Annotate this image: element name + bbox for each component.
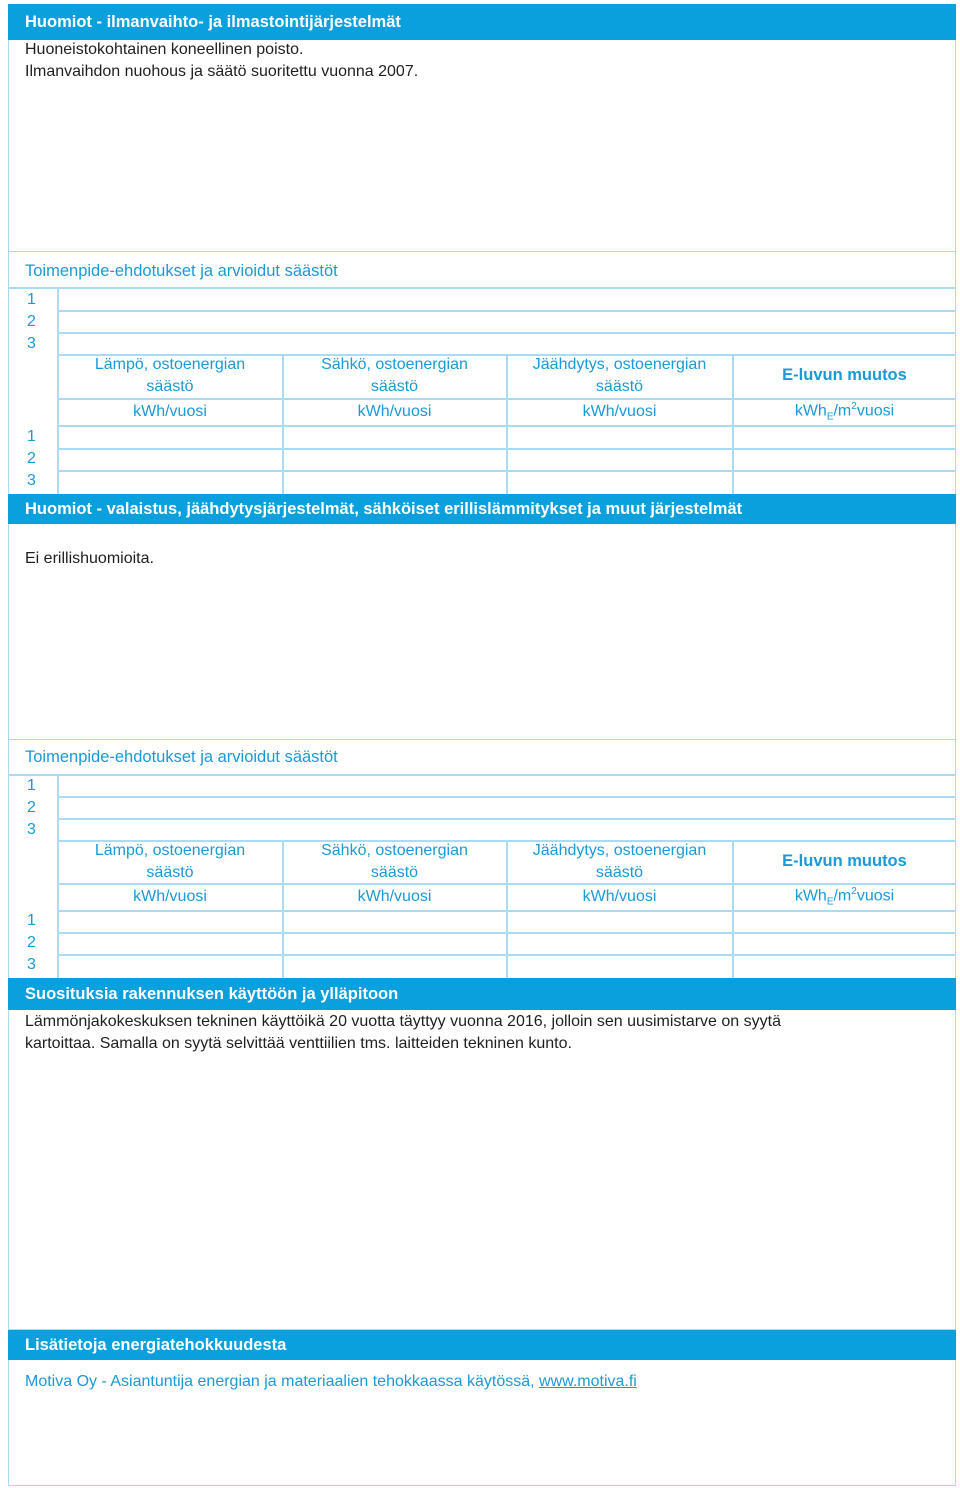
heat-savings-line-1: Lämpö, ostoenergian <box>94 842 246 859</box>
electricity-savings-line-1: Sähkö, ostoenergian <box>321 842 468 859</box>
cooling-savings-line-1: Jäähdytys, ostoenergian <box>532 356 707 373</box>
cooling-savings-header <box>507 840 732 884</box>
recommendations-line-2: kartoittaa. Samalla on syytä selvittää venttiilien tms. laitteiden tekninen kunto. <box>25 1035 572 1052</box>
unit-sub-e: E <box>826 411 834 423</box>
proposals1-divider <box>58 310 956 312</box>
cooling-savings-header <box>507 354 732 398</box>
cooling-savings-unit: kWh/vuosi <box>582 403 657 420</box>
row-number: 1 <box>27 912 36 929</box>
e-value-change-unit <box>733 401 956 423</box>
heat-savings-unit: kWh/vuosi <box>133 888 207 905</box>
unit-year: vuosi <box>856 887 895 905</box>
row-number: 1 <box>27 428 36 445</box>
electricity-savings-unit: kWh/vuosi <box>357 888 432 905</box>
proposals-title-1: Toimenpide-ehdotukset ja arvioidut säästöt <box>25 262 338 280</box>
unit-per-m: /m <box>833 887 852 905</box>
heat-savings-header <box>58 354 282 398</box>
row-number: 3 <box>27 956 36 973</box>
recommendations-line-1: Lämmönjakokeskuksen tekninen käyttöikä 20 vuotta täyttyy vuonna 2016, jolloin sen uusimistarve on syytä <box>25 1013 781 1030</box>
e-value-change-unit <box>733 886 956 908</box>
energy-info-description: Motiva Oy - Asiantuntija energian ja materiaalien tehokkaassa käytössä, <box>25 1373 540 1390</box>
heat-savings-line-1: Lämpö, ostoenergian <box>94 356 246 373</box>
heat-savings-unit: kWh/vuosi <box>133 403 207 420</box>
proposals-title-2: Toimenpide-ehdotukset ja arvioidut säästöt <box>25 748 338 766</box>
cooling-savings-line-2: säästö <box>595 864 644 881</box>
ventilation-notes-header: Huomiot - ilmanvaihto- ja ilmastointijärjestelmät <box>8 4 956 40</box>
lighting-notes-line-1: Ei erillishuomioita. <box>25 550 154 567</box>
proposals1-divider <box>58 332 956 334</box>
proposal-number: 1 <box>27 291 36 308</box>
ventilation-notes-line-1: Huoneistokohtainen koneellinen poisto. <box>25 41 304 58</box>
unit-sup-2: 2 <box>851 886 857 897</box>
proposal-number: 3 <box>27 821 36 838</box>
electricity-savings-unit: kWh/vuosi <box>357 403 432 420</box>
energy-info-text <box>25 1371 637 1393</box>
ventilation-notes-line-2: Ilmanvaihdon nuohous ja säätö suoritettu vuonna 2007. <box>25 63 419 80</box>
electricity-savings-line-2: säästö <box>370 864 419 881</box>
proposals2-divider <box>58 818 956 820</box>
unit-year: vuosi <box>856 402 895 420</box>
unit-sup-2: 2 <box>851 401 857 412</box>
proposals1-divider <box>8 287 956 289</box>
proposal-number: 3 <box>27 335 36 352</box>
proposals2-divider <box>58 796 956 798</box>
cooling-savings-line-1: Jäähdytys, ostoenergian <box>532 842 707 859</box>
recommendations-header: Suosituksia rakennuksen käyttöön ja ylläpitoon <box>8 978 956 1010</box>
unit-per-m: /m <box>833 402 852 420</box>
row-number: 3 <box>27 472 36 489</box>
lighting-notes-header: Huomiot - valaistus, jäähdytysjärjestelmät, sähköiset erillislämmitykset ja muut järjestelmät <box>8 494 956 524</box>
motiva-link[interactable]: www.motiva.fi <box>539 1373 637 1390</box>
heat-savings-header <box>58 840 282 884</box>
heat-savings-line-2: säästö <box>146 864 194 881</box>
row-number: 2 <box>27 934 36 951</box>
proposals2-divider <box>8 774 956 776</box>
electricity-savings-line-1: Sähkö, ostoenergian <box>321 356 468 373</box>
unit-kwh: kWh <box>794 887 827 905</box>
electricity-savings-header <box>283 840 506 884</box>
energy-info-header: Lisätietoja energiatehokkuudesta <box>8 1330 956 1360</box>
unit-kwh: kWh <box>794 402 827 420</box>
cooling-savings-unit: kWh/vuosi <box>582 888 657 905</box>
e-value-change-header: E-luvun muutos <box>782 852 907 870</box>
electricity-savings-header <box>283 354 506 398</box>
e-value-change-header: E-luvun muutos <box>782 366 907 384</box>
proposal-number: 2 <box>27 799 36 816</box>
electricity-savings-line-2: säästö <box>370 378 419 395</box>
unit-sub-e: E <box>826 896 834 908</box>
proposal-number: 2 <box>27 313 36 330</box>
row-number: 2 <box>27 450 36 467</box>
cooling-savings-line-2: säästö <box>595 378 644 395</box>
heat-savings-line-2: säästö <box>146 378 194 395</box>
recommendations-box <box>8 1010 956 1330</box>
proposal-number: 1 <box>27 777 36 794</box>
